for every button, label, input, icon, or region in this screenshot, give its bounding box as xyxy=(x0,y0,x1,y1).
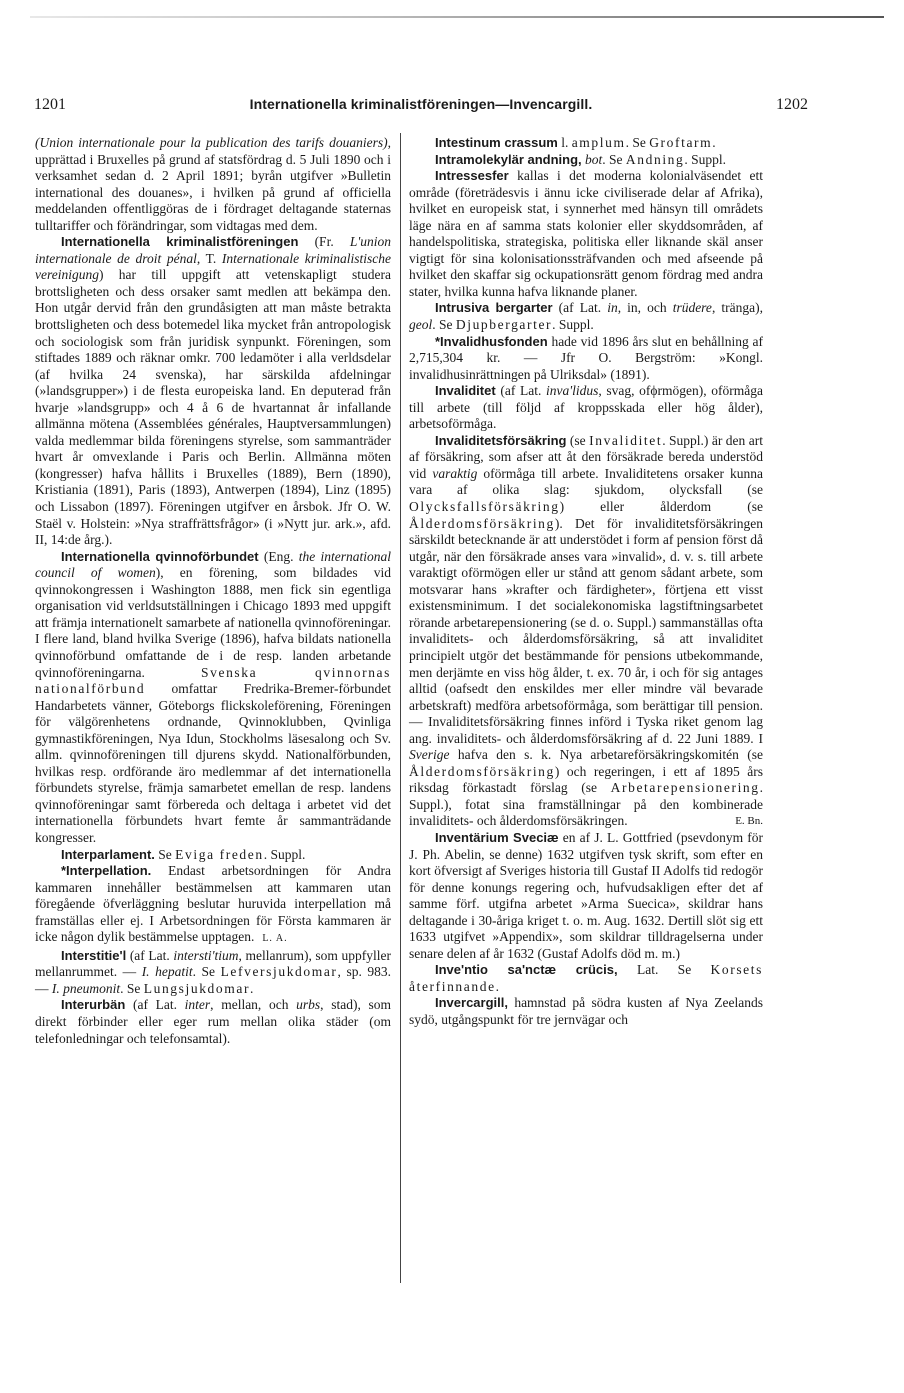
entry-headword: Interparlament. xyxy=(61,846,155,862)
entry-headword: Interurbän xyxy=(61,997,126,1013)
entry-text: (af Lat. xyxy=(552,300,608,316)
spaced-reference: Korsets återfinnande xyxy=(409,962,763,994)
entry-text: . Se xyxy=(432,317,456,333)
running-title: Internationella kriminalistföreningen—Invencargill. xyxy=(249,96,593,112)
entry-headword: Internationella kriminalistföreningen xyxy=(61,234,299,250)
entry-headword: Intramolekylär andning, xyxy=(435,151,582,167)
author-signature: L. A. xyxy=(262,933,288,945)
entry-text: omfattar Fredrika-Bremer-förbundet Handarbetets vänner, Göteborgs flickskoleförening, Föreningen för välgörenhetens ordnande, Qvinnoklubben, Qvinliga gymnastikföreningen, Nya Idun, Stockholms läsesalong och Sv. allm. qvinnoföreningen till djurens skydd. Nationalförbunden, hvilkas resp. ordförande äro medlemmar af det internationella förbundets styrelse, främja samarbetet emellan de resp. landens qvinnoföreningar samt förbereda och deltaga i arbetet vid det internationella förbundets hvart femte år sammanträdande kongresser. xyxy=(35,681,391,845)
entry-text: . Suppl.) är den art af försäkring, som afser att åt den försäkrade bereda understöd vid xyxy=(409,432,763,481)
entry-text: (se xyxy=(566,432,590,448)
entry-text: en af J. L. Gottfried (psevdonym för J. Ph. Abelin, se denne) 1632 utgifven tysk skrift, som efter en kort öfversigt af Sveriges historia till Gustaf II Adolfs tid redogör för denne konungs regering och, hufvudsakligen efter det af samme förf. utgifna arbetet »Arma Suecica», skildrar hans deltagande i 30-åriga kriget t. o. m. Aug. 1632. Dertill slöt sig ett 1633 utgifvet »Appendix», som skildrar tilldragelserna under senare delen af år 1632 (Gustaf Adolfs död m. m.) xyxy=(409,829,763,961)
entry-text: , in, och xyxy=(617,300,673,316)
italic-text: inter xyxy=(184,997,211,1013)
italic-text: intersti'tium xyxy=(173,947,239,963)
italic-text: geol xyxy=(409,317,433,333)
spaced-reference: Olycksfallsförsäkring xyxy=(409,499,560,515)
spaced-reference: amplum xyxy=(571,135,626,150)
entry-text: , stad), som direkt förbinder eller eger rum mellan olika städer (om telefonledningar och telefonsamtal). xyxy=(35,997,391,1046)
italic-text: inva'lidus xyxy=(545,383,599,399)
entry-text: (Fr. xyxy=(298,234,350,250)
entry-text: hade vid 1896 års slut en behållning af 2,715,304 kr. — Jfr O. Bergström: »Kongl. invalidhusinrättningen på Ulriksdal» (1891). xyxy=(409,333,763,382)
entry-text: . Se xyxy=(120,980,144,996)
entry-text: (af Lat. xyxy=(126,947,174,963)
italic-text: urbs xyxy=(296,997,321,1013)
entry-text: . Suppl. xyxy=(263,846,306,862)
entry-text: , svag, ofϕrmögen), oförmåga till arbete (till följd af kroppsskada eller hög ålder), arbetsoförmåga. xyxy=(409,383,763,432)
entry-text: , tränga), xyxy=(711,300,763,316)
entry-text: ) eller ålderdom (se xyxy=(559,499,763,515)
italic-text: in xyxy=(607,300,618,316)
italic-text: Sverige xyxy=(409,747,450,763)
entry-headword: Invercargill, xyxy=(435,995,508,1011)
entry-text: . xyxy=(250,980,254,996)
spaced-reference: Andning xyxy=(625,151,685,167)
spaced-reference: Lefversjukdomar xyxy=(220,964,338,980)
dictionary-entry xyxy=(409,995,763,1028)
entry-text: . Suppl.), fotat sina framställningar på den kombinerade invaliditets- och ålderdomsförsäkringen. xyxy=(409,780,763,829)
entry-text: kallas i det moderna kolonialväsendet ett område (företrädesvis i ännu icke civiliserade delar af Afrika), hvilket en europeisk stat, i synnerhet med hänsyn till områdets läge nära en af samma stats kolonier eller skyddsområden, af handelspolitiska, strategiska, politiska eller liknande skäl anser vigtigt för sina kolonisationssträfvanden och med afseende på hvilket den skaffar sig ockupationsrätt genom fördrag med andra stater, hvilka kunna hafva liknande planer. xyxy=(409,168,763,299)
italic-text: L'union internationale de droit pénal xyxy=(35,234,391,266)
entry-text: , upprättad i Bruxelles på grund af statsfördrag d. 5 Juli 1890 och i verksamhet sedan d. 2 April 1891; byrån utgifver »Bulletin international des douanes», i hvilken på grund af officiella meddelanden offentliggöras de i fördraget deltagande staternas tulltariffer och förändringar, som vidtagas med dem. xyxy=(35,135,391,233)
spaced-reference: Svenska qvinnornas nationalförbund xyxy=(35,664,391,697)
entry-headword: Invaliditet xyxy=(435,383,496,399)
dictionary-entry xyxy=(35,847,391,864)
entry-headword: Interstitie'l xyxy=(61,947,127,963)
page-number-left: 1201 xyxy=(34,96,66,113)
spaced-reference: Lungsjukdomar xyxy=(143,980,251,996)
entry-headword: Invaliditetsförsäkring xyxy=(435,432,567,448)
italic-text: the international council of women xyxy=(35,548,391,581)
entry-text: ) och regeringen, i ett af 1895 års riksdag förkastadt förslag (se xyxy=(409,763,763,796)
entry-text: , mellanrum), som uppfyller mellanrummet. — xyxy=(35,947,391,980)
entry-text: ). Det för invaliditetsförsäkringen särskildt betecknande är att understödet i form af pension först då utgår, när den försäkrade anses vara »invalid», d. v. s. till arbete varaktigt oförmögen eller ur stånd att genom sådant arbete, som motsvarar hans »krafter och färdigheter», förtjena ett visst existensminimum. I det socialekonomiska lagstiftningsarbetet rörande arbetarepensionering (se d. o. Suppl.) sammanställas ofta invaliditets- och ålderdomsförsäkring, så att invaliditet principielt utgör det bestämmande för pensions utbekommande, men derjämte en viss hög ålder, t. ex. 70 år, i och för sig antages alltid (oafsedt den enskildes mer eller mindre väl bevarade arbetskraft) medföra arbetsoförmåga, som berättigar till pension. — Invaliditetsförsäkring finnes införd i Tyska riket genom lag ang. invaliditets- och ålderdomsförsäkring af d. 22 Juni 1889. I xyxy=(409,515,763,746)
entry-text: . Suppl. xyxy=(552,317,594,333)
left-column xyxy=(35,135,391,1047)
dictionary-entry xyxy=(409,300,763,333)
entry-text: . xyxy=(495,978,500,994)
italic-text: (Union internationale pour la publication des tarifs douaniers) xyxy=(35,135,388,150)
dictionary-entry xyxy=(409,168,763,300)
dictionary-entry xyxy=(409,135,763,152)
entry-text: Endast arbetsordningen för Andra kammaren innehåller bestämmelsen att kammaren utan föregående öfverläggning beslutar huruvida interpellation må framställas eller ej. I Arbetsordningen för Första kammaren är icke någon dylik bestämmelse upptagen. xyxy=(35,863,391,945)
column-divider xyxy=(400,133,401,1283)
spaced-reference: Arbetarepensionering xyxy=(610,780,760,796)
dictionary-entry xyxy=(409,152,763,169)
entry-text: Lat. Se xyxy=(617,962,711,978)
entry-text: , T. xyxy=(196,250,222,266)
italic-text: I. hepatit xyxy=(141,964,193,980)
entry-headword: *Interpellation. xyxy=(61,863,152,879)
dictionary-entry xyxy=(409,830,763,962)
entry-text: . Se xyxy=(625,135,650,150)
dictionary-entry xyxy=(35,234,391,548)
dictionary-entry xyxy=(35,948,391,998)
entry-text: , mellan, och xyxy=(210,997,297,1013)
top-rule xyxy=(30,16,884,18)
entry-text: oförmåga till arbete. Invaliditetens orsaker kunna vara af olika slag: sjukdom, olycksfall (se xyxy=(409,465,763,498)
spaced-reference: Ålderdomsförsäkring xyxy=(409,515,555,531)
entry-text: hafva den s. k. Nya arbetareförsäkringskomitén (se xyxy=(449,747,763,763)
entry-headword: Inventärium Sveciæ xyxy=(435,829,559,845)
entry-text: . Suppl. xyxy=(684,151,727,167)
page-header xyxy=(34,96,808,116)
entry-text: ) har till uppgift att vetenskapligt studera brottsligheten och dess orsaker samt medlen att bekämpa den. Hon utgår dervid från den grundåsigten att man måste betrakta brottsligheten och dess botemedel lika mycket från antropologisk och sociologisk som från juridisk synpunkt. Föreningen, som stiftades 1889 och räknar omkr. 700 ledamöter i alla verldsdelar (af hvilka 24 svenska), har särskilda afdelningar (»landsgrupper») i de flesta europeiska land. En deputerad från hvarje »landsgrupp» och 4 å 6 de hvartannat år infallande allmänna mötena (Assemblées générales, Hauptversammlungen) valda medlemmar bilda föreningens styrelse, som sammanträder hvart år omvexlande i Paris och Berlin. Allmänna möten (kongresser) hafva hållits i Bruxelles (1889), Bern (1890), Kristiania (1891), Paris (1893), Antwerpen (1894), Linz (1895) och Lissabon (1897). Föreningen utgifver en årsbok. Jfr O. W. Staël v. Holstein: »Nya straffrättsfrågor» (i »Nytt jur. ark.», afd. II, 14:de årg.). xyxy=(35,267,391,548)
dictionary-entry xyxy=(409,334,763,384)
entry-headword: Inve'ntio sa'nctæ crücis, xyxy=(435,962,618,978)
entry-text: Se xyxy=(154,846,176,862)
entry-text: , sp. 983. — xyxy=(35,964,391,996)
italic-text: I. pneumonit xyxy=(51,980,121,996)
entry-text: ), en förening, som bildades vid qvinnokongressen i Washington 1888, men fick sin egentliga organisation vid verldsutställningen i Chicago 1893 med uppgift att främja internationelt samarbete af nationella qvinnoföreningar. I flere land, bland hvilka Sverige (1896), hafva bildats nationella qvinnoförbund omfattande de i de resp. landen arbetande qvinnoföreningarna. xyxy=(35,565,391,680)
entry-headword: Intressesfer xyxy=(435,168,509,184)
spaced-reference: Eviga freden xyxy=(175,846,264,862)
dictionary-entry xyxy=(409,962,763,995)
continued-text xyxy=(35,135,391,234)
entry-text: (Eng. xyxy=(258,548,299,564)
entry-headword: Intestinum crassum xyxy=(435,135,558,150)
dictionary-entry xyxy=(35,997,391,1047)
entry-text: hamnstad på södra kusten af Nya Zeelands sydö, utgångspunkt för tre jernvägar och xyxy=(409,995,763,1027)
spaced-reference: Djupbergarter xyxy=(455,317,553,333)
dictionary-entry xyxy=(409,433,763,830)
entry-text: . xyxy=(712,135,716,150)
right-column xyxy=(409,135,763,1029)
italic-text: varaktig xyxy=(432,465,478,481)
entry-text: . Se xyxy=(602,151,626,167)
entry-text: . Se xyxy=(192,964,221,980)
spaced-reference: Ålderdomsförsäkring xyxy=(409,763,555,779)
spaced-reference: Groftarm xyxy=(649,135,713,150)
dictionary-entry xyxy=(35,549,391,847)
entry-text: l. xyxy=(557,135,572,150)
italic-text: trüdere xyxy=(672,300,712,316)
author-signature: E. Bn. xyxy=(735,815,763,828)
entry-headword: Intrusiva bergarter xyxy=(435,300,553,316)
dictionary-entry xyxy=(409,383,763,433)
dictionary-entry xyxy=(35,863,391,948)
italic-text: Internationale kriminalistische vereinigung xyxy=(35,250,391,283)
entry-headword: *Invalidhusfonden xyxy=(435,333,548,349)
entry-headword: Internationella qvinnoförbundet xyxy=(61,548,259,564)
spaced-reference: Invaliditet xyxy=(589,432,663,448)
page-number-right: 1202 xyxy=(776,96,808,113)
entry-text: (af Lat. xyxy=(125,997,185,1013)
italic-text: bot xyxy=(585,151,603,167)
entry-text: (af Lat. xyxy=(495,383,546,399)
